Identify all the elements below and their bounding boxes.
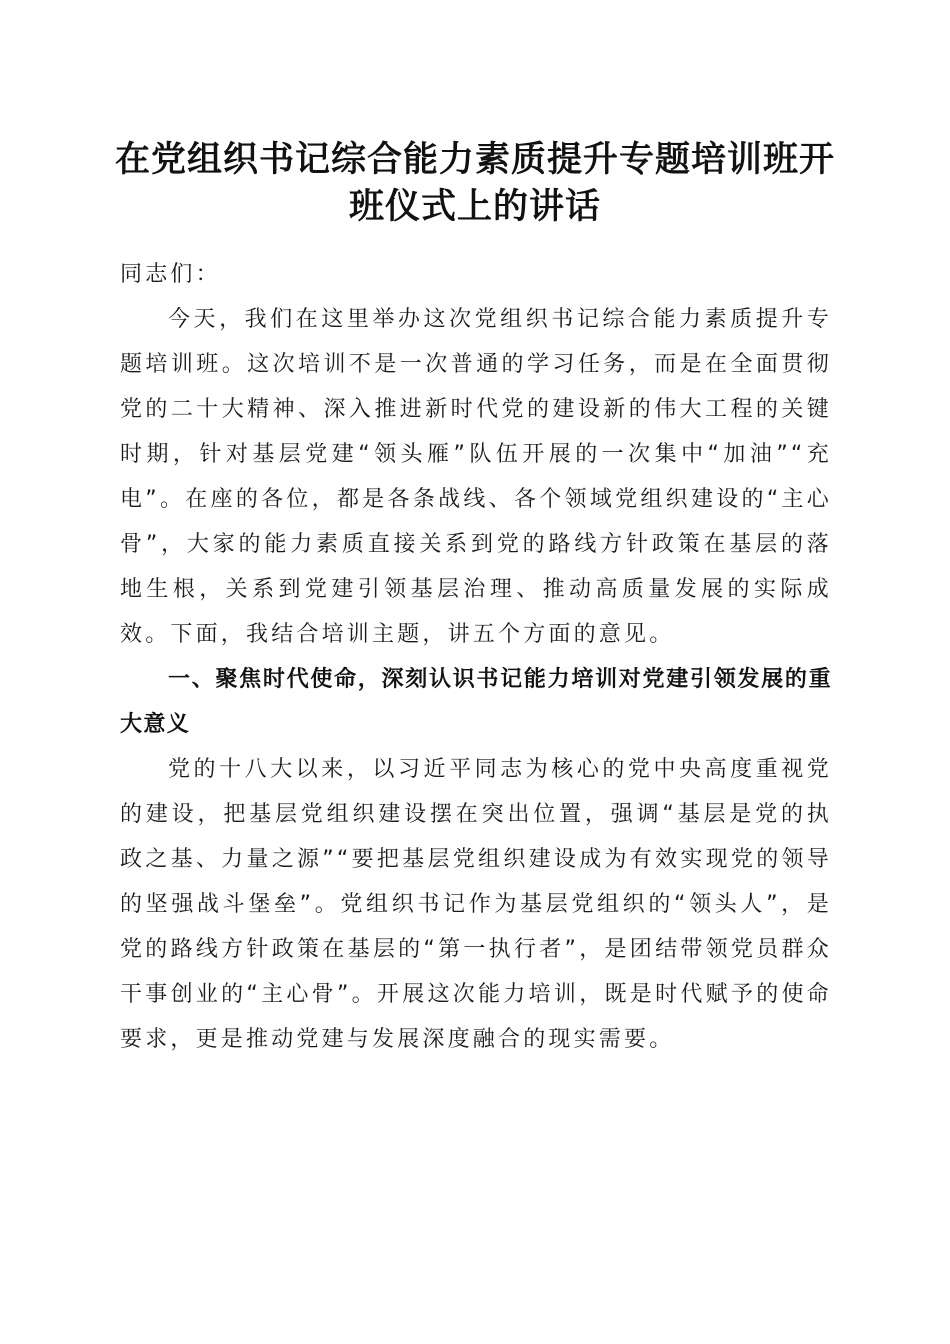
title-line-2: 班仪式上的讲话 — [348, 186, 601, 227]
section-1-heading: 一、聚焦时代使命，深刻认识书记能力培训对党建引领发展的重大意义 — [120, 667, 832, 737]
salutation: 同志们： — [120, 262, 221, 287]
intro-paragraph: 今天，我们在这里举办这次党组织书记综合能力素质提升专题培训班。这次培训不是一次普通的学习任务，而是在全面贯彻党的二十大精神、深入推进新时代党的建设新的伟大工程的关键时期，针对基层党建“领头雁”队伍开展的一次集中“加油”“充电”。在座的各位，都是各条战线、各个领域党组织建设的“主心骨”，大家的能力素质直接关系到党的路线方针政策在基层的落地生根，关系到党建引领基层治理、推动高质量发展的实际成效。下面，我结合培训主题，讲五个方面的意见。 — [120, 307, 832, 647]
title-line-1: 在党组织书记综合能力素质提升专题培训班开 — [114, 139, 835, 180]
document-body — [120, 252, 832, 1062]
section-1-paragraph: 党的十八大以来，以习近平同志为核心的党中央高度重视党的建设，把基层党组织建设摆在突出位置，强调“基层是党的执政之基、力量之源”“要把基层党组织建设成为有效实现党的领导的坚强战斗堡垒”。党组织书记作为基层党组织的“领头人”，是党的路线方针政策在基层的“第一执行者”，是团结带领党员群众干事创业的“主心骨”。开展这次能力培训，既是时代赋予的使命要求，更是推动党建与发展深度融合的现实需要。 — [120, 757, 832, 1052]
document-title — [100, 136, 850, 230]
